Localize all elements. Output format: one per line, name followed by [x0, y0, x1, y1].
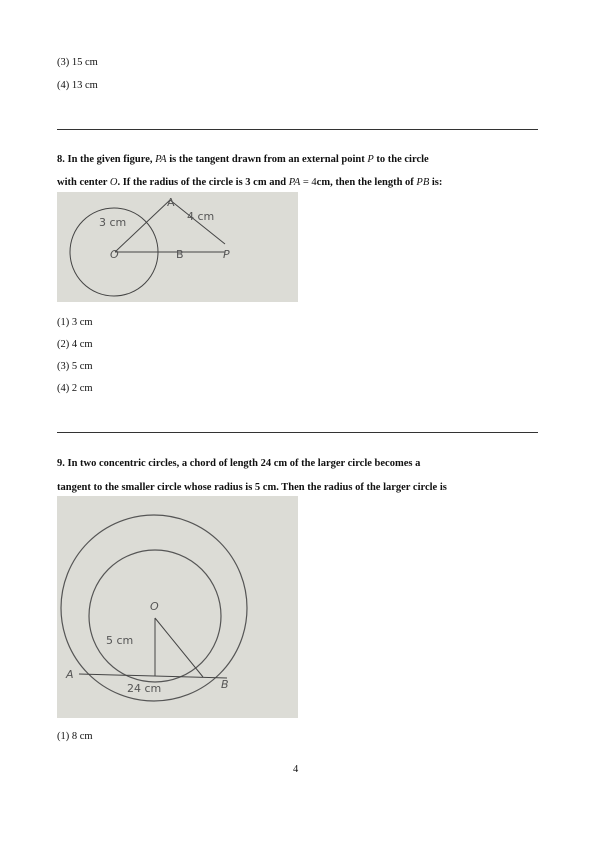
point-b-label: B	[176, 248, 184, 261]
divider	[57, 432, 538, 433]
radius-large	[155, 618, 203, 677]
figure-q8	[57, 192, 298, 302]
tangent-label: 4 cm	[187, 210, 215, 223]
figure-q9	[57, 496, 298, 718]
option-prev-3: (3) 15 cm	[57, 57, 98, 68]
option-prev-4: (4) 13 cm	[57, 80, 98, 91]
page-number: 4	[293, 764, 299, 775]
question-9-text-line2: tangent to the smaller circle whose radius is 5 cm. Then the radius of the larger circle is	[57, 482, 447, 493]
concentric-circles-figure	[57, 496, 298, 718]
point-a-label: A	[66, 668, 74, 681]
option-q8-4: (4) 2 cm	[57, 383, 93, 394]
point-b-label: B	[221, 678, 229, 691]
chord-label: 24 cm	[127, 682, 162, 695]
chord-ab	[79, 674, 227, 678]
point-o-label: O	[150, 600, 159, 613]
question-9-text-line1: 9. In two concentric circles, a chord of length 24 cm of the larger circle becomes a	[57, 458, 421, 469]
tangent-figure	[57, 192, 298, 302]
option-q8-3: (3) 5 cm	[57, 361, 93, 372]
question-8-text-line2: with center O. If the radius of the circle is 3 cm and PA = 4cm, then the length of PB is:	[57, 177, 443, 188]
divider	[57, 129, 538, 130]
option-q8-1: (1) 3 cm	[57, 317, 93, 328]
point-a-label: A	[167, 196, 175, 209]
question-8-text-line1: 8. In the given figure, PA is the tangent drawn from an external point P to the circle	[57, 154, 429, 165]
point-p-label: P	[223, 248, 230, 261]
radius-label: 5 cm	[106, 634, 134, 647]
option-q8-2: (2) 4 cm	[57, 339, 93, 350]
option-q9-1: (1) 8 cm	[57, 731, 93, 742]
radius-label: 3 cm	[99, 216, 127, 229]
point-o-label: O	[110, 248, 119, 261]
